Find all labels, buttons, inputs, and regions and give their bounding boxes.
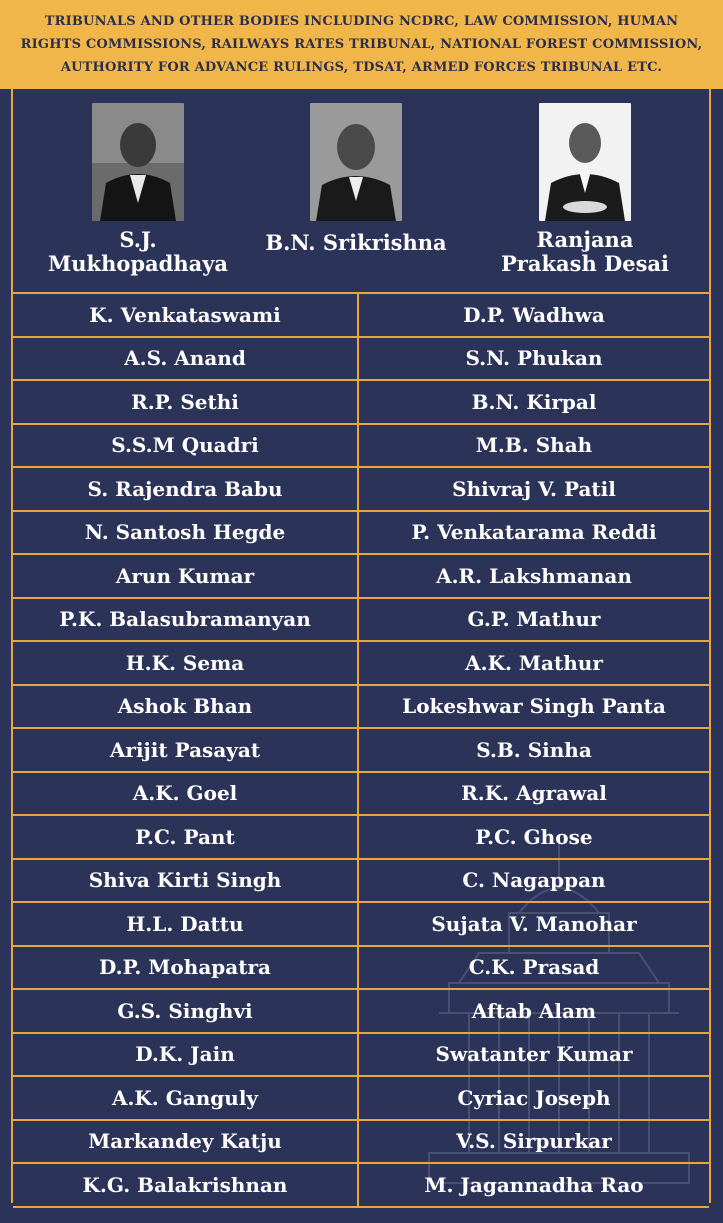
- judge-name-cell: A.K. Goel: [13, 773, 359, 815]
- judge-name-cell: Ashok Bhan: [13, 686, 359, 728]
- table-row: [13, 860, 709, 904]
- judge-name-cell: D.P. Wadhwa: [463, 302, 605, 327]
- table-row: [13, 686, 709, 730]
- table-row: [13, 555, 709, 599]
- featured-judge-desai: [475, 103, 695, 276]
- judges-panel: [11, 89, 711, 1203]
- table-row: [13, 947, 709, 991]
- judge-name-cell: S. Rajendra Babu: [13, 468, 359, 510]
- judge-name-cell: A.S. Anand: [13, 338, 359, 380]
- judge-name-cell: Shivraj V. Patil: [452, 476, 616, 501]
- judge-name-cell: G.P. Mathur: [467, 607, 601, 632]
- table-row: [13, 512, 709, 556]
- judge-name-cell: S.S.M Quadri: [13, 425, 359, 467]
- judge-name-cell: N. Santosh Hegde: [13, 512, 359, 554]
- table-row: [13, 425, 709, 469]
- judge-name-cell: M.B. Shah: [475, 433, 593, 458]
- judge-name-cell: S.N. Phukan: [465, 346, 603, 371]
- portrait-photo: [92, 103, 184, 221]
- featured-judge-mukhopadhaya: [28, 103, 248, 276]
- featured-judges: [13, 89, 709, 292]
- judge-name-cell: R.K. Agrawal: [461, 781, 607, 806]
- table-row: [13, 773, 709, 817]
- judge-name-cell: Lokeshwar Singh Panta: [402, 694, 666, 719]
- table-row: [13, 381, 709, 425]
- table-row: [13, 1164, 709, 1208]
- judge-name-cell: G.S. Singhvi: [13, 990, 359, 1032]
- judge-name-cell: V.S. Sirpurkar: [456, 1129, 612, 1154]
- table-row: [13, 903, 709, 947]
- table-row: [13, 1034, 709, 1078]
- header-line-2: RIGHTS COMMISSIONS, RAILWAYS RATES TRIBUNAL, NATIONAL FOREST COMMISSION,: [20, 37, 703, 52]
- judge-name-cell: P. Venkatarama Reddi: [411, 520, 657, 545]
- judge-name-cell: Arijit Pasayat: [13, 729, 359, 771]
- judge-name-cell: Markandey Katju: [13, 1121, 359, 1163]
- table-row: [13, 294, 709, 338]
- judge-name-cell: Aftab Alam: [471, 998, 597, 1023]
- judge-name-cell: D.P. Mohapatra: [13, 947, 359, 989]
- judge-name-cell: A.R. Lakshmanan: [436, 563, 632, 588]
- judges-table: [13, 292, 709, 1208]
- table-row: [13, 599, 709, 643]
- judge-name-cell: Swatanter Kumar: [435, 1042, 633, 1067]
- header-banner: [0, 0, 723, 89]
- portrait-photo: [310, 103, 402, 221]
- judge-name-cell: Cyriac Joseph: [457, 1085, 611, 1110]
- judge-name-cell: Shiva Kirti Singh: [13, 860, 359, 902]
- judge-name-cell: H.L. Dattu: [13, 903, 359, 945]
- portrait-photo: [539, 103, 631, 221]
- judge-name-cell: P.C. Pant: [13, 816, 359, 858]
- table-row: [13, 642, 709, 686]
- judge-name-cell: P.K. Balasubramanyan: [13, 599, 359, 641]
- judge-name-cell: S.B. Sinha: [476, 737, 592, 762]
- judge-name-cell: A.K. Ganguly: [13, 1077, 359, 1119]
- table-row: [13, 338, 709, 382]
- judge-name-cell: C.K. Prasad: [468, 955, 600, 980]
- judge-name-cell: Sujata V. Manohar: [431, 911, 637, 936]
- judge-name-cell: D.K. Jain: [13, 1034, 359, 1076]
- judge-name-cell: C. Nagappan: [462, 868, 606, 893]
- table-row: [13, 1121, 709, 1165]
- judge-name-cell: K.G. Balakrishnan: [13, 1164, 359, 1206]
- header-line-3: AUTHORITY FOR ADVANCE RULINGS, TDSAT, ARMED FORCES TRIBUNAL ETC.: [60, 60, 663, 75]
- table-row: [13, 729, 709, 773]
- judge-name-cell: B.N. Kirpal: [471, 389, 597, 414]
- judge-name: B.N. Srikrishna: [265, 230, 447, 255]
- judge-name-cell: M. Jagannadha Rao: [424, 1172, 644, 1197]
- judge-name-cell: Arun Kumar: [13, 555, 359, 597]
- header-title: [21, 10, 703, 79]
- table-row: [13, 468, 709, 512]
- judge-name: Ranjana Prakash Desai: [501, 227, 669, 276]
- header-line-1: TRIBUNALS AND OTHER BODIES INCLUDING NCDRC, LAW COMMISSION, HUMAN: [44, 14, 679, 29]
- judge-name-cell: H.K. Sema: [13, 642, 359, 684]
- judge-name: S.J. Mukhopadhaya: [48, 227, 228, 276]
- table-row: [13, 990, 709, 1034]
- featured-judge-srikrishna: [246, 103, 466, 255]
- judge-name-cell: A.K. Mathur: [465, 650, 603, 675]
- judge-name-cell: P.C. Ghose: [475, 824, 593, 849]
- judge-name-cell: R.P. Sethi: [13, 381, 359, 423]
- judge-name-cell: K. Venkataswami: [13, 294, 359, 336]
- table-row: [13, 1077, 709, 1121]
- table-row: [13, 816, 709, 860]
